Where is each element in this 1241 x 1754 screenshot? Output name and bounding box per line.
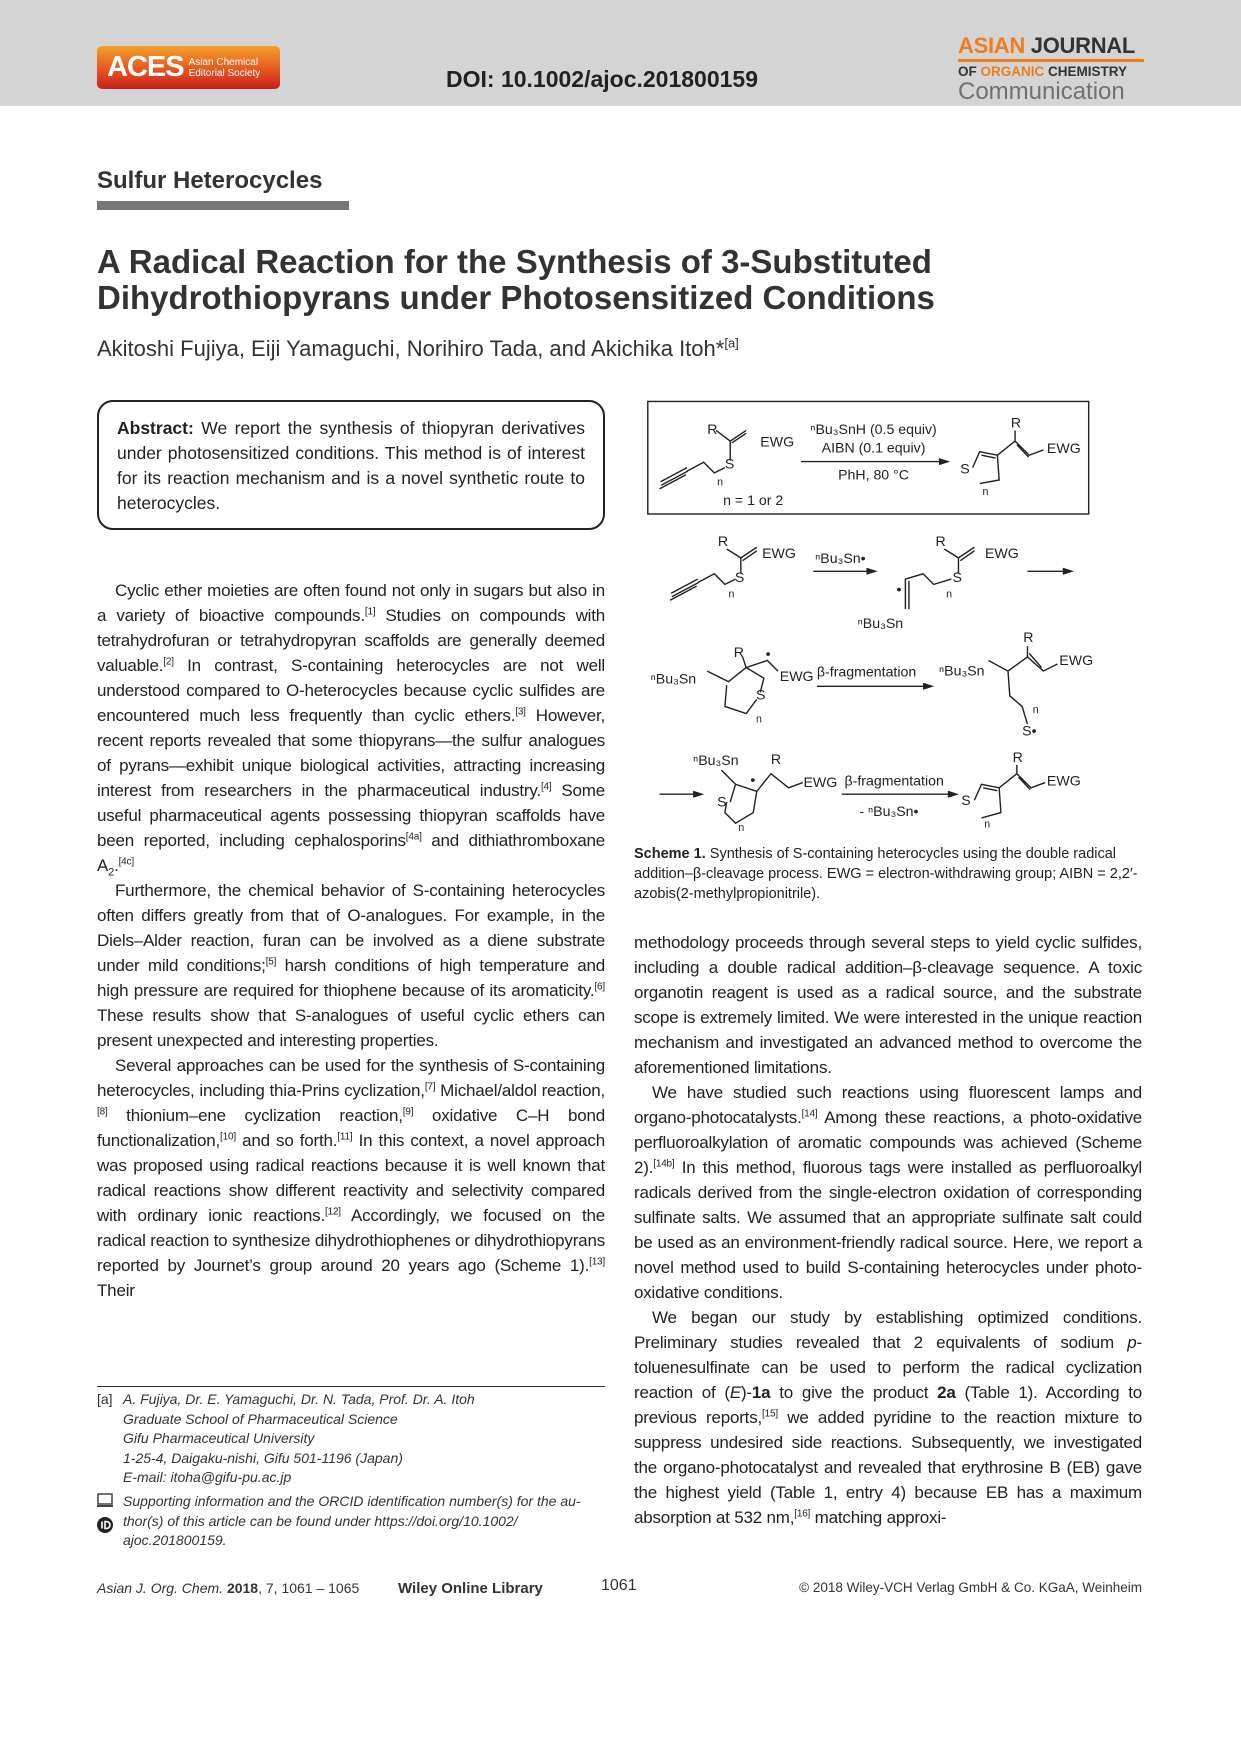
article-title xyxy=(97,244,1097,316)
scheme-label: R xyxy=(733,643,744,660)
scheme-box xyxy=(648,401,1089,514)
abstract-box xyxy=(97,400,605,530)
scheme-label: R xyxy=(707,421,718,437)
scheme-label: R xyxy=(1010,414,1022,431)
citation-ref[interactable]: [7] xyxy=(424,1081,436,1093)
text-run: oxidative C–H bond functionalization, xyxy=(97,1106,605,1150)
text-run: harsh conditions of high temperature and high pressure are required for thiophene because of its aromaticity. xyxy=(97,956,605,1000)
journal-logo-word1: ASIAN xyxy=(958,33,1025,58)
title-line-2: Dihydrothiopyrans under Photosensitized Conditions xyxy=(97,279,935,316)
paragraph xyxy=(634,930,1142,1080)
citation-ref[interactable]: [4a] xyxy=(405,831,422,843)
text-run: )- xyxy=(740,1383,752,1402)
text-run: Among these reactions, a photo-oxidative perfluoroalkylation of aromatic compounds was achieved (Scheme 2). xyxy=(634,1108,1142,1177)
citation-ref[interactable]: [10] xyxy=(220,1131,236,1143)
scheme-label: n xyxy=(728,588,735,601)
affiliation-line: 1-25-4, Daigaku-nishi, Gifu 501-1196 (Japan) xyxy=(123,1449,403,1466)
citation-ref[interactable]: [14b] xyxy=(653,1158,675,1170)
subscript: 2 xyxy=(108,866,115,879)
text-run: to give the product xyxy=(770,1383,938,1402)
text-run: and dithiathromboxane A xyxy=(97,831,606,875)
paragraph xyxy=(97,878,605,1053)
text-run: Their xyxy=(97,1281,135,1300)
journal-logo-chemistry: CHEMISTRY xyxy=(1044,64,1128,79)
doi[interactable]: DOI: 10.1002/ajoc.201800159 xyxy=(446,66,759,92)
scheme-label: S xyxy=(734,568,745,585)
citation-ref[interactable]: [8] xyxy=(97,1106,108,1118)
section-heading: Sulfur Heterocycles xyxy=(97,167,323,194)
footer-library[interactable]: Wiley Online Library xyxy=(398,1580,543,1597)
scheme-label: EWG xyxy=(762,544,796,561)
text-run: and so forth. xyxy=(235,1131,338,1150)
scheme-label: EWG xyxy=(803,774,838,791)
footnote-rule xyxy=(97,1386,605,1387)
citation-ref[interactable]: [11] xyxy=(337,1131,353,1143)
supporting-info-icon xyxy=(97,1492,113,1508)
paragraph xyxy=(634,1080,1142,1305)
citation-ref[interactable]: [9] xyxy=(402,1106,414,1118)
aces-logo xyxy=(97,46,280,89)
text-run: . xyxy=(114,856,119,875)
scheme-label: S xyxy=(717,793,727,810)
compound-number: 2a xyxy=(937,1383,956,1402)
text-run: In contrast, S-containing heterocycles are not well understood compared to O-heterocycles because cyclic sulfides are encountered much less frequently than cyclic ethers. xyxy=(97,656,605,725)
text-run: These results show that S-analogues of useful cyclic ethers can present unexpected and interesting properties. xyxy=(97,1006,605,1050)
text-run: Cyclic ether moieties are often found not only in sugars but also in a variety of bioactive compounds. xyxy=(97,581,605,625)
scheme-condition: AIBN (0.1 equiv) xyxy=(821,439,926,456)
text-run: We have studied such reactions using fluorescent lamps and organo-photocatalysts. xyxy=(634,1083,1142,1127)
supporting-info-line[interactable]: thor(s) of this article can be found under https://doi.org/10.1002/ xyxy=(123,1512,518,1529)
scheme-label: EWG xyxy=(779,667,814,684)
article-type: Communication xyxy=(958,78,1125,105)
text-run: Studies on compounds with tetrahydrofuran or tetrahydropyran scaffolds are generally deemed valuable. xyxy=(97,606,605,675)
scheme-caption xyxy=(634,844,1144,904)
caption-text: Synthesis of S-containing heterocycles using the double radical addition–β-cleavage process. EWG = electron-withdrawing group; AIBN = 2,2′-azobis(2-methylpropionitrile). xyxy=(634,846,1138,902)
scheme-label: n xyxy=(717,476,724,489)
footer-journal: Asian J. Org. Chem. xyxy=(97,1580,224,1596)
paragraph xyxy=(97,1053,605,1303)
scheme-label: n xyxy=(984,818,991,831)
scheme-label: S xyxy=(960,460,970,477)
footer-citation xyxy=(97,1580,359,1596)
scheme-label: S• xyxy=(1022,722,1037,739)
text-run: Some useful pharmaceutical agents possessing thiopyran scaffolds have been reported, including cephalosporins xyxy=(97,781,605,850)
scheme-condition: ⁿBu₃SnH (0.5 equiv) xyxy=(810,421,937,437)
citation-ref[interactable]: [3] xyxy=(515,706,526,718)
abstract-label: Abstract: xyxy=(117,418,194,438)
aces-logo-text: ACES xyxy=(107,51,184,83)
authors xyxy=(97,336,739,362)
text-run: thionium–ene cyclization reaction, xyxy=(107,1106,403,1125)
text-run: Accordingly, we focused on the radical reaction to synthesize dihydrothiophenes or dihydrothiopyrans reported by Journet’s group around 20 years ago (Scheme 1). xyxy=(97,1206,605,1275)
aces-logo-sub1: Asian Chemical xyxy=(188,56,259,68)
scheme-label: n xyxy=(738,822,745,835)
orcid-icon xyxy=(97,1517,113,1533)
left-column xyxy=(97,578,605,1303)
text-run: Several approaches can be used for the synthesis of S-containing heterocycles, including thia-Prins cyclization, xyxy=(97,1056,605,1100)
scheme-label: EWG xyxy=(1046,772,1081,789)
scheme-label: n xyxy=(946,588,952,601)
text-run: matching approxi- xyxy=(810,1508,947,1527)
affiliation-line: A. Fujiya, Dr. E. Yamaguchi, Dr. N. Tada, Prof. Dr. A. Itoh xyxy=(123,1391,475,1407)
citation-ref[interactable]: [4] xyxy=(540,781,552,793)
scheme-label: S xyxy=(952,568,962,585)
scheme-label: S xyxy=(724,455,735,472)
radical-dot: • xyxy=(750,771,756,788)
scheme-label: R xyxy=(1023,629,1034,646)
scheme-label: EWG xyxy=(760,433,795,450)
journal-logo-of: OF xyxy=(958,64,981,79)
scheme-condition: PhH, 80 °C xyxy=(838,466,909,483)
section-bar xyxy=(97,201,349,210)
scheme-1 xyxy=(640,388,1192,848)
header-band xyxy=(0,0,1241,106)
citation-ref[interactable]: [5] xyxy=(265,956,277,968)
journal-logo-word2: JOURNAL xyxy=(1024,33,1136,58)
scheme-label: S xyxy=(961,791,971,808)
scheme-label: EWG xyxy=(1046,439,1081,456)
title-line-1: A Radical Reaction for the Synthesis of 3-Substituted xyxy=(97,243,932,280)
text-run: However, recent reports revealed that some thiopyrans—the sulfur analogues of pyrans—exhibit unique biological activities, attracting increasing interest from researchers in the pharmaceutical industry. xyxy=(97,706,606,800)
affiliation-line: Gifu Pharmaceutical University xyxy=(123,1430,315,1447)
text-run: (Table 1). According to previous reports, xyxy=(634,1383,1142,1427)
citation-ref[interactable]: [15] xyxy=(762,1408,778,1420)
citation-ref[interactable]: [6] xyxy=(594,981,605,993)
scheme-label: ⁿBu₃Sn xyxy=(650,670,697,687)
paragraph xyxy=(634,1305,1142,1530)
scheme-label: n xyxy=(756,713,762,726)
author-names: Akitoshi Fujiya, Eiji Yamaguchi, Norihiro Tada, and Akichika Itoh* xyxy=(97,336,725,361)
caption-label: Scheme 1. xyxy=(634,846,706,862)
affiliation-line: Graduate School of Pharmaceutical Science xyxy=(123,1410,398,1427)
scheme-condition: - ⁿBu₃Sn• xyxy=(859,803,919,820)
scheme-label: R xyxy=(717,533,729,550)
scheme-label: ⁿBu₃Sn xyxy=(939,662,985,679)
scheme-label: EWG xyxy=(1059,652,1094,669)
scheme-label: EWG xyxy=(985,544,1019,561)
scheme-label: ⁿBu₃Sn xyxy=(693,751,739,768)
text-run: methodology proceeds through several steps to yield cyclic sulfides, including a double radical addition–β-cleavage sequence. A toxic organotin reagent is used as a radical source, and the substrate scope is extremely limited. We were interested in the unique reaction mechanism and investigated an advanced method to overcome the aforementioned limitations. xyxy=(634,933,1142,1077)
page-number: 1061 xyxy=(601,1577,637,1594)
citation-ref[interactable]: [4c] xyxy=(118,856,134,868)
italic-run: E xyxy=(729,1383,741,1402)
text-run: In this context, a novel approach was proposed using radical reactions because it is well known that radical reactions show different reactivity and selectivity compared with ordinary ionic reactions. xyxy=(97,1131,605,1225)
citation-ref[interactable]: [16] xyxy=(794,1508,811,1520)
radical-dot: • xyxy=(765,645,771,662)
footnotes xyxy=(97,1390,607,1551)
citation-ref[interactable]: [12] xyxy=(324,1206,341,1218)
abstract-text: We report the synthesis of thiopyran derivatives under photosensitized conditions. This method is of interest for its reaction mechanism and is a novel synthetic route to heterocycles. xyxy=(117,418,585,513)
journal-logo-organic: ORGANIC xyxy=(980,64,1045,79)
text-run: Furthermore, the chemical behavior of S-containing heterocycles often differs greatly from that of O-analogues. For example, in the Diels–Alder reaction, furan can be involved as a diene substrate under mild conditions; xyxy=(97,881,605,975)
right-column xyxy=(634,930,1142,1530)
footnote-label: [a] xyxy=(97,1391,113,1407)
text-run: we added pyridine to the reaction mixture to suppress undesired side reactions. Subsequently, we investigated the organo-photocatalyst and revealed that erythrosine B (EB) gave the highest yield (Table 1, entry 4) because EB has a maximum absorption at 532 nm, xyxy=(634,1408,1142,1527)
citation-ref[interactable]: [2] xyxy=(163,656,174,668)
scheme-condition: β-fragmentation xyxy=(816,663,917,680)
paragraph xyxy=(97,578,605,878)
text-run: Michael/aldol reaction, xyxy=(435,1081,605,1100)
footer-year: 2018 xyxy=(226,1580,259,1596)
scheme-condition: β-fragmentation xyxy=(844,772,944,789)
email-line[interactable]: E-mail: itoha@gifu-pu.ac.jp xyxy=(123,1469,292,1486)
scheme-label: n xyxy=(1032,703,1039,716)
citation-ref[interactable]: [13] xyxy=(589,1256,605,1268)
scheme-label: n xyxy=(982,485,989,498)
scheme-label: S xyxy=(756,686,766,703)
aces-logo-sub2: Editorial Society xyxy=(188,67,261,79)
scheme-label: ⁿBu₃Sn xyxy=(857,614,904,631)
scheme-label: R xyxy=(1012,749,1023,766)
scheme-label: n = 1 or 2 xyxy=(723,491,784,508)
compound-number: 1a xyxy=(751,1383,771,1402)
citation-ref[interactable]: [14] xyxy=(801,1108,818,1120)
scheme-label: R xyxy=(935,533,946,550)
footer-pages: , 7, 1061 – 1065 xyxy=(258,1580,360,1596)
supporting-info-line: Supporting information and the ORCID identification number(s) for the au- xyxy=(123,1492,581,1509)
radical-dot: • xyxy=(896,580,902,597)
footer-copyright: © 2018 Wiley-VCH Verlag GmbH & Co. KGaA, Weinheim xyxy=(799,1580,1142,1595)
journal-logo xyxy=(958,34,1144,105)
supporting-info-line[interactable]: ajoc.201800159. xyxy=(123,1532,227,1549)
affiliation-ref: [a] xyxy=(724,335,739,351)
text-run: In this method, fluorous tags were installed as perfluoroalkyl radicals derived from the single-electron oxidation of corresponding sulfinate salts. We assumed that an appropriate sulfinate salt could be used as an environment-friendly radical source. Here, we report a novel method used to build S-containing heterocycles under photo-oxidative conditions. xyxy=(634,1158,1142,1302)
italic-run: p xyxy=(1127,1333,1137,1352)
scheme-reagent: ⁿBu₃Sn• xyxy=(815,550,866,567)
journal-logo-bar xyxy=(958,59,1144,62)
citation-ref[interactable]: [1] xyxy=(364,606,376,618)
scheme-label: R xyxy=(770,750,782,767)
text-run: -toluenesulfinate can be used to perform the radical cyclization reaction of ( xyxy=(634,1333,1142,1402)
text-run: We began our study by establishing optimized conditions. Preliminary studies revealed that 2 equivalents of sodium xyxy=(634,1308,1142,1352)
